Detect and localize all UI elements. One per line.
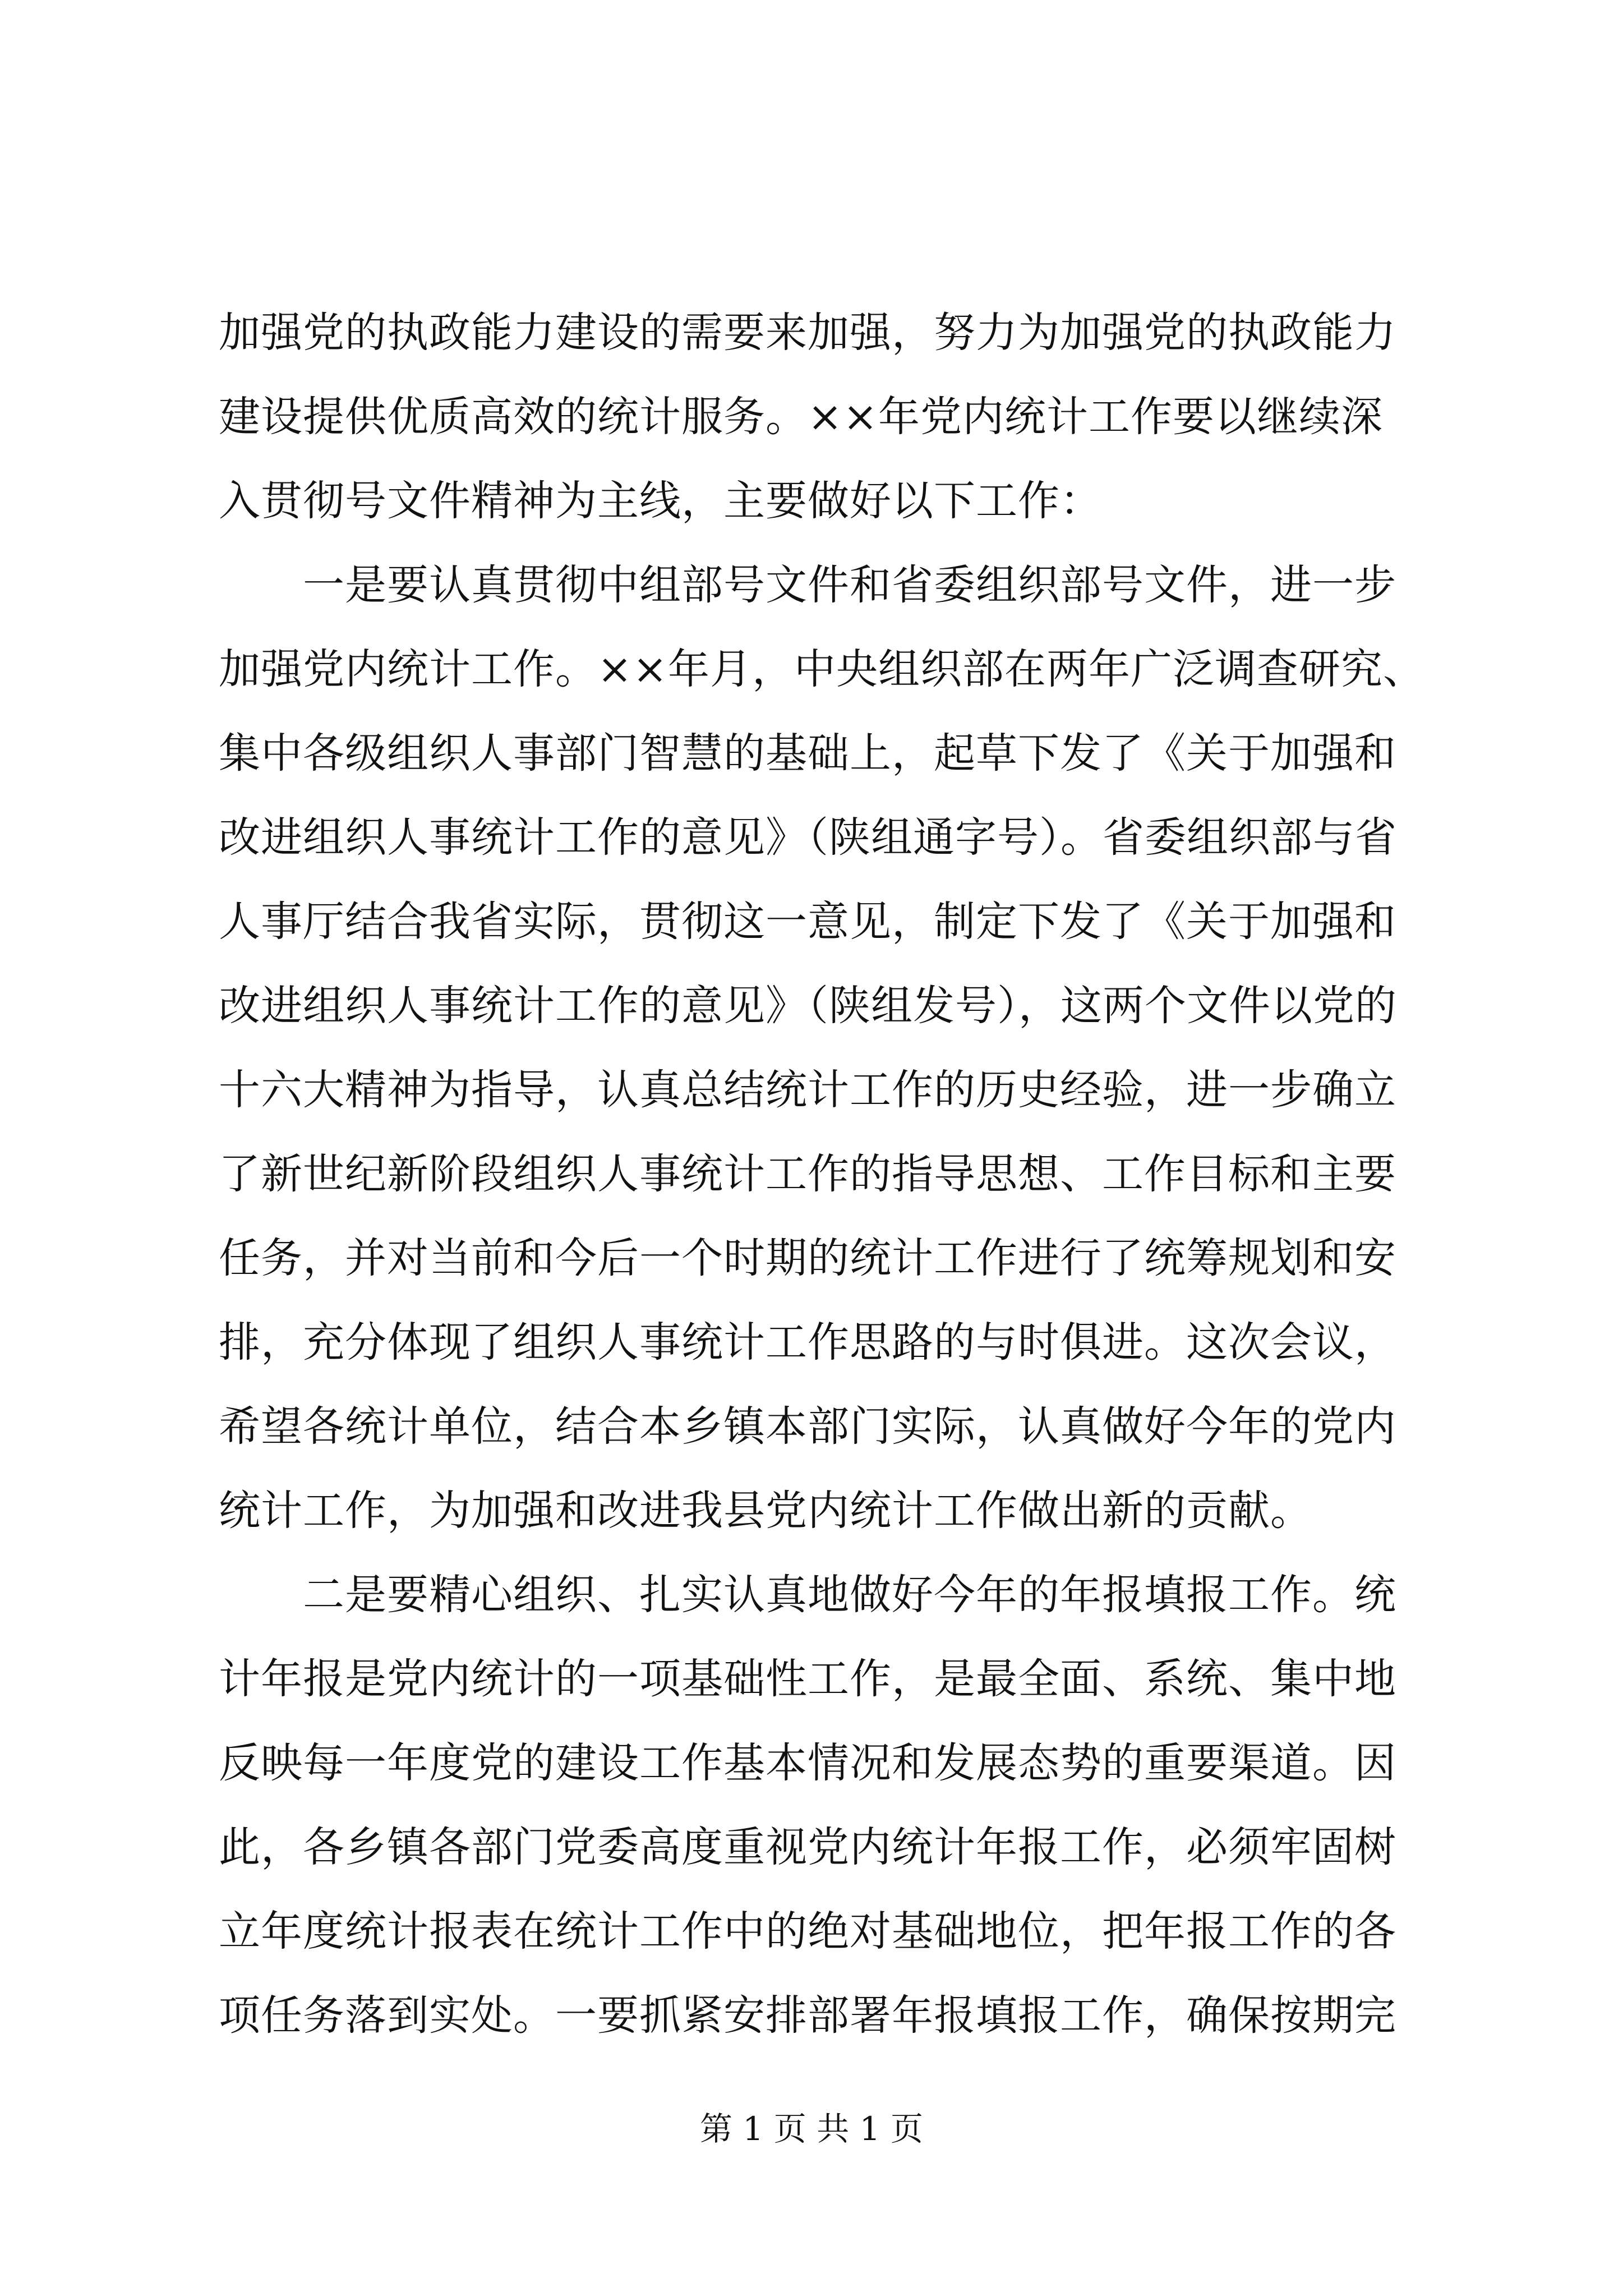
- text-line: 改进组织人事统计工作的意见》（陕组通字号）。省委组织部与省: [219, 813, 1397, 862]
- text-line: 立年度统计报表在统计工作中的绝对基础地位，把年报工作的各: [219, 1907, 1396, 1955]
- text-line: 计年报是党内统计的一项基础性工作，是最全面、系统、集中地: [219, 1655, 1396, 1703]
- text-line: 希望各统计单位，结合本乡镇本部门实际，认真做好今年的党内: [219, 1402, 1396, 1451]
- text-line: 加强党内统计工作。××年月，中央组织部在两年广泛调查研究、: [219, 645, 1426, 693]
- text-line: 入贯彻号文件精神为主线，主要做好以下工作：: [219, 477, 1102, 525]
- text-line: 集中各级组织人事部门智慧的基础上，起草下发了《关于加强和: [219, 729, 1396, 777]
- text-line: 建设提供优质高效的统计服务。××年党内统计工作要以继续深: [219, 393, 1384, 441]
- text-line: 了新世纪新阶段组织人事统计工作的指导思想、工作目标和主要: [219, 1150, 1396, 1198]
- text-line: 一是要认真贯彻中组部号文件和省委组织部号文件，进一步: [219, 561, 1396, 609]
- text-line: 反映每一年度党的建设工作基本情况和发展态势的重要渠道。因: [219, 1739, 1396, 1787]
- document-body: [219, 291, 1436, 2058]
- page-footer: [0, 2106, 1623, 2151]
- text-line: 统计工作，为加强和改进我县党内统计工作做出新的贡献。: [219, 1487, 1312, 1535]
- page-number: 第 1 页 共 1 页: [700, 2110, 923, 2148]
- text-line: 加强党的执政能力建设的需要来加强，努力为加强党的执政能力: [219, 309, 1396, 357]
- text-line: 任务，并对当前和今后一个时期的统计工作进行了统筹规划和安: [219, 1234, 1396, 1282]
- text-line: 人事厅结合我省实际，贯彻这一意见，制定下发了《关于加强和: [219, 898, 1396, 946]
- text-line: 二是要精心组织、扎实认真地做好今年的年报填报工作。统: [219, 1571, 1396, 1619]
- text-line: 排，充分体现了组织人事统计工作思路的与时俱进。这次会议，: [219, 1318, 1396, 1366]
- text-line: 项任务落到实处。一要抓紧安排部署年报填报工作，确保按期完: [219, 1991, 1396, 2040]
- text-line: 此，各乡镇各部门党委高度重视党内统计年报工作，必须牢固树: [219, 1823, 1396, 1871]
- text-line: 十六大精神为指导，认真总结统计工作的历史经验，进一步确立: [219, 1066, 1396, 1114]
- text-line: 改进组织人事统计工作的意见》（陕组发号），这两个文件以党的: [219, 982, 1397, 1030]
